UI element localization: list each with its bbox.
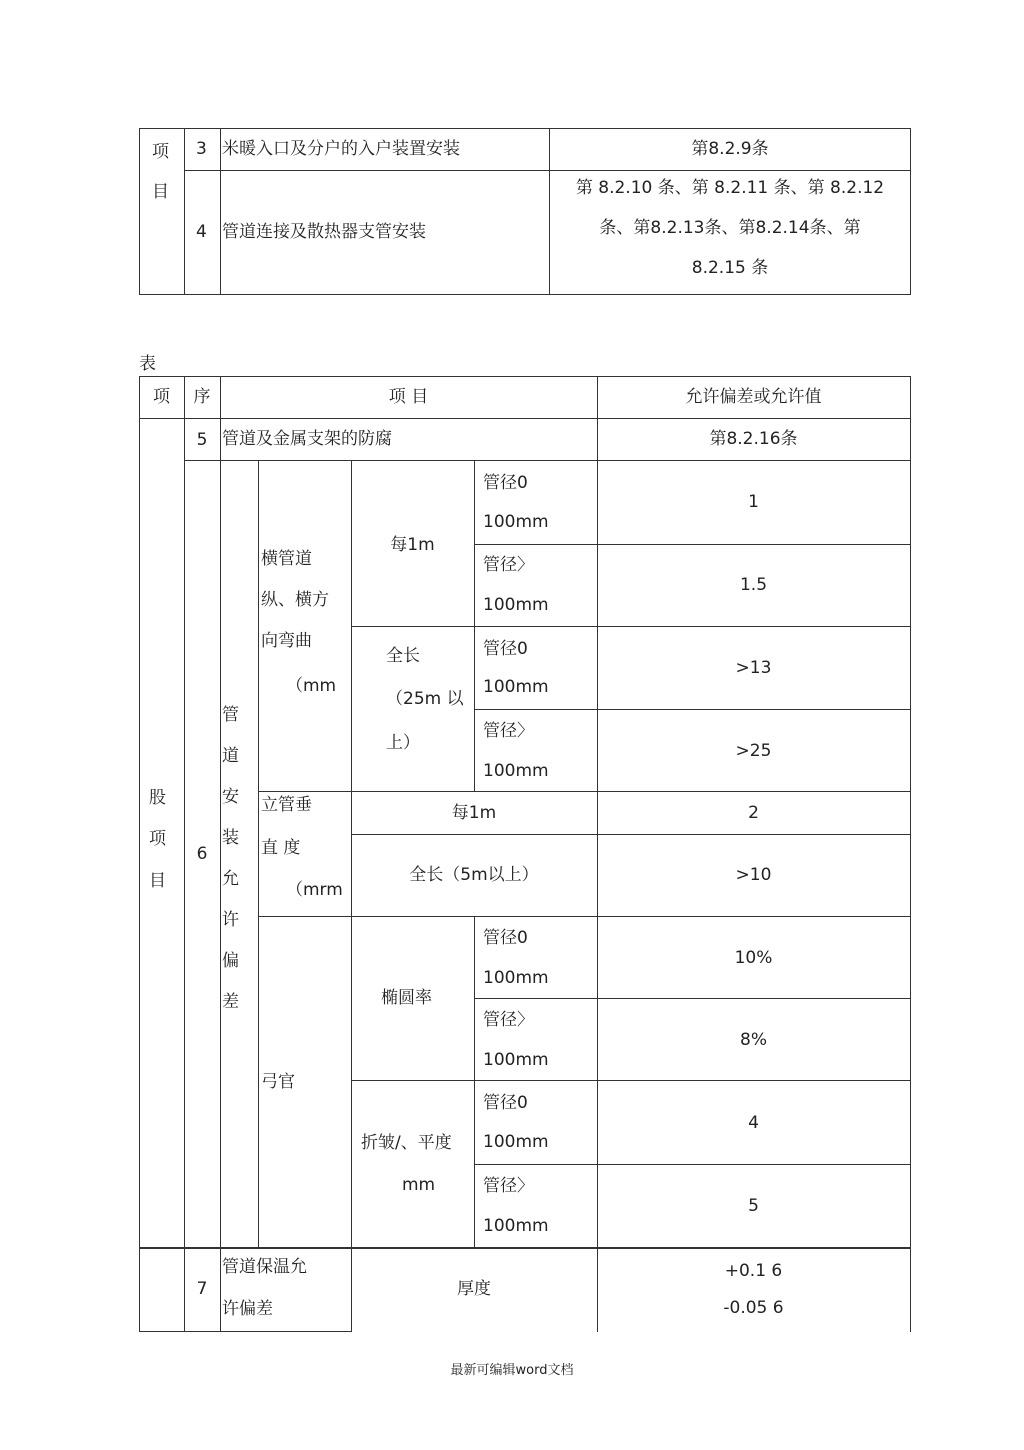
hb-per-m: 每1m: [390, 535, 435, 555]
row5-num: 5: [196, 430, 208, 450]
bend-diam-large-1b: 100mm: [483, 1050, 549, 1070]
hb-diam-small-1a: 管径0: [483, 473, 528, 493]
left-label-2: 项: [149, 829, 166, 849]
hb-diam-small-1b: 100mm: [483, 512, 549, 532]
table1-row4-item: 管道连接及散热器支管安装: [222, 222, 426, 242]
bend-diam-small-1b: 100mm: [483, 968, 549, 988]
hb-diam-large-1b: 100mm: [483, 595, 549, 615]
hb-value-4: >25: [735, 741, 772, 761]
bend-value-3: 4: [748, 1113, 759, 1133]
vert-value-1: 2: [748, 803, 759, 823]
row6-vertical-label-6: 许: [222, 910, 239, 930]
hb-value-1: 1: [748, 492, 759, 512]
hb-diam-small-2a: 管径0: [483, 639, 528, 659]
vert-value-2: >10: [735, 865, 772, 885]
bend-diam-large-2b: 100mm: [483, 1216, 549, 1236]
vert-label-line2: 直 度: [261, 838, 301, 858]
hb-value-2: 1.5: [739, 575, 768, 595]
hb-diam-large-2b: 100mm: [483, 761, 549, 781]
bend-wrinkle-line2: mm: [402, 1175, 436, 1195]
hb-full-line1: 全长: [386, 646, 420, 666]
bend-value-4: 5: [748, 1196, 759, 1216]
row7-value-line2: -0.05 6: [723, 1298, 784, 1318]
row6-vertical-label-8: 差: [222, 992, 239, 1012]
bend-diam-small-1a: 管径0: [483, 928, 528, 948]
row6-vertical-label-7: 偏: [222, 951, 239, 971]
row6-vertical-label-1: 管: [222, 705, 239, 725]
table1-left-label-1: 项: [152, 142, 169, 162]
table1-row3-num: 3: [196, 139, 207, 159]
bend-value-1: 10%: [734, 948, 773, 968]
table2-caption: 表: [139, 354, 156, 374]
page-footer: 最新可编辑word文档: [450, 1363, 574, 1378]
hb-label-line2: 纵、横方: [261, 590, 329, 610]
vert-label-line1: 立管垂: [261, 795, 312, 815]
hb-label-line4: （mm: [286, 676, 337, 696]
left-label-3: 目: [149, 871, 166, 891]
bend-diam-large-1a: 管径〉: [483, 1010, 534, 1030]
hb-diam-large-1a: 管径〉: [483, 555, 534, 575]
vert-full: 全长（5m以上）: [409, 865, 539, 885]
hb-full-line3: 上）: [386, 733, 420, 753]
row7-label-line2: 许偏差: [222, 1299, 273, 1319]
header-col4: 允许偏差或允许值: [685, 387, 822, 407]
table1-row3-value: 第8.2.9条: [691, 139, 769, 159]
vert-label-line3: （mrm: [286, 880, 343, 900]
hb-label-line3: 向弯曲: [261, 631, 312, 651]
table1-row4-num: 4: [196, 222, 207, 242]
table1-row4-value-line2: 条、第8.2.13条、第8.2.14条、第: [599, 218, 861, 238]
row6-num: 6: [196, 844, 208, 864]
hb-label-line1: 横管道: [261, 549, 312, 569]
bend-diam-small-2a: 管径0: [483, 1093, 528, 1113]
table1-row4-value-line3: 8.2.15 条: [691, 258, 769, 278]
bend-ellipse: 椭圆率: [381, 988, 432, 1008]
table1-row4-value-line1: 第 8.2.10 条、第 8.2.11 条、第 8.2.12: [575, 178, 885, 198]
row7-item: 厚度: [457, 1279, 491, 1299]
row6-vertical-label-3: 安: [222, 787, 239, 807]
table1-left-label-2: 目: [152, 182, 169, 202]
row5-item: 管道及金属支架的防腐: [222, 429, 392, 449]
row7-num: 7: [196, 1279, 208, 1299]
bend-diam-large-2a: 管径〉: [483, 1176, 534, 1196]
table1-row3-item: 米暖入口及分户的入户装置安装: [222, 139, 460, 159]
bend-label: 弓官: [261, 1072, 295, 1092]
hb-diam-small-2b: 100mm: [483, 677, 549, 697]
vert-per-m: 每1m: [451, 803, 497, 823]
row6-vertical-label-5: 允: [222, 869, 239, 889]
header-col2: 序: [193, 387, 211, 407]
hb-diam-large-2a: 管径〉: [483, 721, 534, 741]
bend-diam-small-2b: 100mm: [483, 1132, 549, 1152]
hb-value-3: >13: [735, 658, 772, 678]
header-col1: 项: [153, 387, 170, 407]
header-col3: 项 目: [388, 387, 429, 407]
hb-full-line2: （25m 以: [386, 689, 464, 709]
bend-value-2: 8%: [740, 1030, 767, 1050]
row6-vertical-label-2: 道: [222, 746, 239, 766]
row7-label-line1: 管道保温允: [222, 1257, 307, 1277]
bend-wrinkle-line1: 折皱/、平度: [361, 1133, 452, 1153]
row5-value: 第8.2.16条: [709, 429, 798, 449]
row6-vertical-label-4: 装: [222, 828, 239, 848]
row7-value-line1: +0.1 6: [724, 1261, 783, 1281]
left-label-1: 股: [149, 788, 166, 808]
